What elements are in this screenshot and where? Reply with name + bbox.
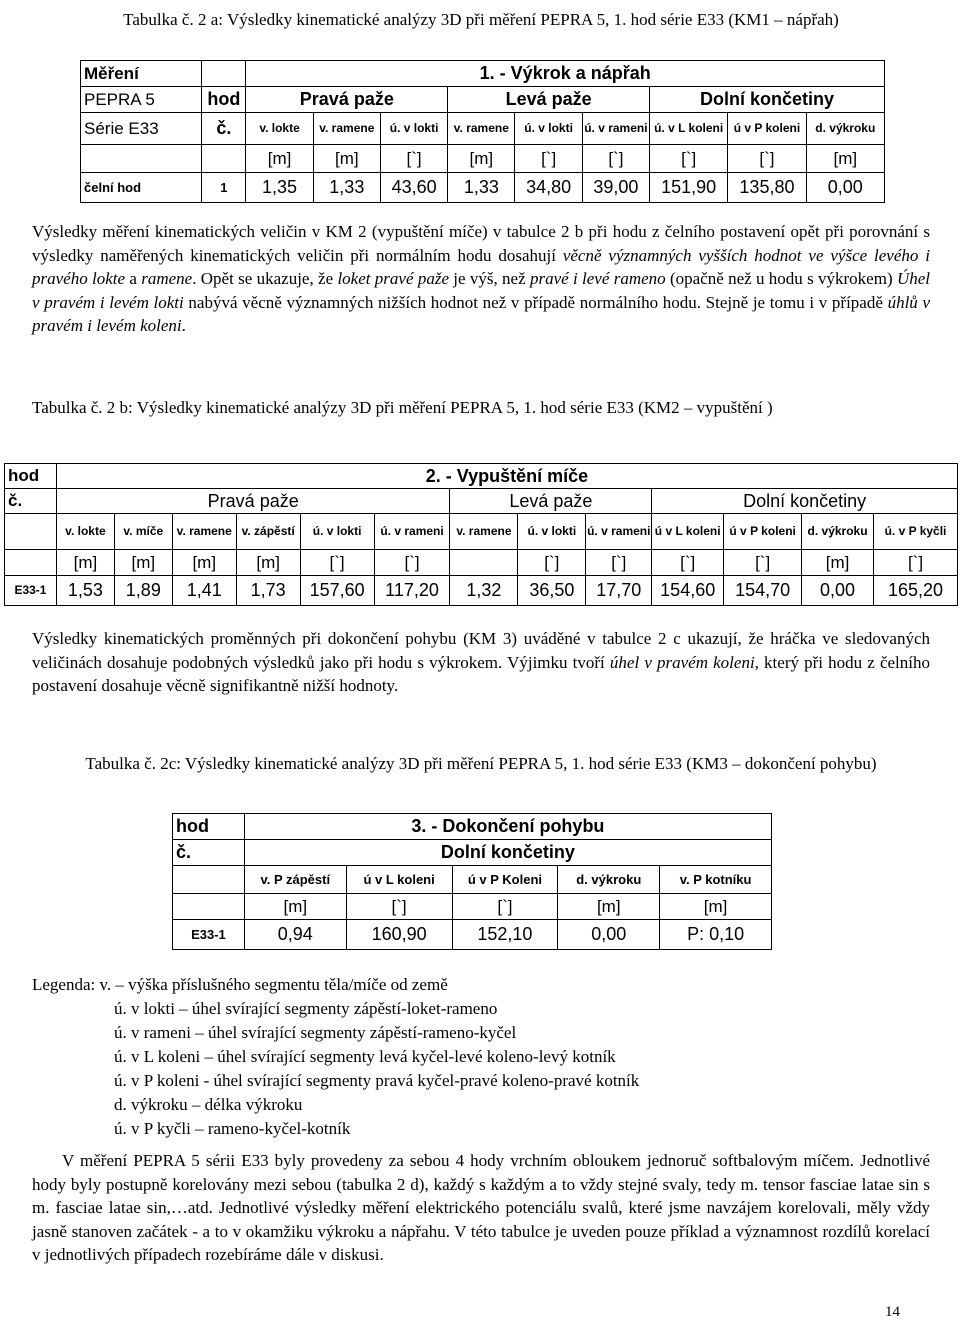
c-label: č.: [5, 489, 57, 514]
table-cell: 43,60: [380, 173, 447, 203]
column-header: v. P zápěstí: [244, 866, 346, 894]
hod-label: hod: [173, 814, 245, 840]
italic-run: Úhel v pravém i levém lokti: [32, 269, 930, 312]
column-header: v. ramene: [313, 113, 380, 145]
caption-table-a: Tabulka č. 2 a: Výsledky kinematické analýzy 3D při měření PEPRA 5, 1. hod série E33 (KM1 – nápřah): [123, 10, 839, 29]
group-label: Dolní končetiny: [244, 840, 771, 866]
column-header: ú. v rameni: [586, 514, 652, 550]
table-cell: 1,33: [448, 173, 515, 203]
column-header: ú. v rameni: [582, 113, 649, 145]
table-cell: 117,20: [374, 576, 450, 606]
table-cell: 17,70: [586, 576, 652, 606]
column-header: ú v L koleni: [652, 514, 724, 550]
italic-run: ramene: [141, 269, 193, 289]
unit: [m]: [660, 894, 772, 920]
measure-label: Měření: [81, 61, 202, 87]
text-run: , který při hodu z čelního postavení dosahuje věcně signifikantně nižší hodnoty.: [32, 652, 931, 696]
column-header: v. P kotníku: [660, 866, 772, 894]
text-run: a: [125, 269, 142, 289]
unit: [`]: [518, 550, 586, 576]
table-cell: 165,20: [874, 576, 958, 606]
unit: [`]: [374, 550, 450, 576]
unit: [m]: [448, 145, 515, 173]
unit: [`]: [586, 550, 652, 576]
column-header: ú. v lokti: [300, 514, 374, 550]
table-cell: 154,70: [724, 576, 802, 606]
c-label: č.: [202, 113, 246, 145]
unit: [`]: [380, 145, 447, 173]
table-cell: 0,00: [806, 173, 884, 203]
group-label: Levá paže: [450, 489, 652, 514]
paragraph-2: [32, 627, 930, 698]
table-c: [172, 813, 772, 950]
table-cell: 1,33: [313, 173, 380, 203]
table-cell: 157,60: [300, 576, 374, 606]
table-cell: 1,89: [114, 576, 172, 606]
unit: [m]: [114, 550, 172, 576]
table-cell: 39,00: [582, 173, 649, 203]
text-run: Výsledky měření kinematických veličin v KM 2 (vypuštění míče) v tabulce 2 b při hodu z čelního postavení opět při porovnání s výsledky naměřených kinematických veličin při normálním hodu dosahují: [32, 222, 930, 265]
row-label: čelní hod: [81, 173, 202, 203]
table-cell: P: 0,10: [660, 920, 772, 950]
section-title: 2. - Vypuštění míče: [56, 464, 957, 489]
legend-first: Legenda: v. – výška příslušného segmentu těla/míče od země: [32, 975, 448, 994]
column-header: v. míče: [114, 514, 172, 550]
text-run: . Opět se ukazuje, že: [192, 269, 338, 289]
column-header: ú v P koleni: [724, 514, 802, 550]
section-title: 3. - Dokončení pohybu: [244, 814, 771, 840]
text-run: Výsledky kinematických proměnných při dokončení pohybu (KM 3) uváděné v tabulce 2 c ukazují, že hráčka ve sledovaných veličinách dosahuje podobných výsledků jako při hodu s výkrokem. Výjimku tvoří: [32, 629, 930, 672]
unit: [`]: [724, 550, 802, 576]
unit: [m]: [236, 550, 300, 576]
column-header: ú. v lokti: [518, 514, 586, 550]
unit: [`]: [652, 550, 724, 576]
caption-table-c: Tabulka č. 2c: Výsledky kinematické analýzy 3D při měření PEPRA 5, 1. hod série E33 (KM3 – dokončení pohybu): [85, 754, 877, 773]
table-cell: 0,94: [244, 920, 346, 950]
hod-label: hod: [202, 87, 246, 113]
table-cell: 1,73: [236, 576, 300, 606]
page-number: 14: [885, 1304, 900, 1320]
group-label: Levá paže: [448, 87, 650, 113]
column-header: ú v L koleni: [346, 866, 452, 894]
legend-item: ú. v P kyčli – rameno-kyčel-kotník: [114, 1119, 351, 1138]
group-label: Pravá paže: [56, 489, 450, 514]
unit: [450, 550, 518, 576]
unit: [`]: [874, 550, 958, 576]
unit: [m]: [246, 145, 313, 173]
italic-run: úhlů v pravém i levém koleni: [32, 292, 930, 336]
column-header: ú. v lokti: [380, 113, 447, 145]
unit: [m]: [244, 894, 346, 920]
italic-run: úhel v pravém koleni: [609, 652, 755, 672]
column-header: d. výkroku: [558, 866, 660, 894]
table-cell: 0,00: [802, 576, 874, 606]
text-run: .: [181, 316, 186, 336]
legend-item: ú. v lokti – úhel svírající segmenty zápěstí-loket-rameno: [114, 999, 498, 1018]
column-header: ú. v P kyčli: [874, 514, 958, 550]
unit: [`]: [452, 894, 558, 920]
italic-run: věcně významných vyšších hodnot ve výšce levého i pravého lokte: [32, 245, 930, 289]
paragraph-1: [32, 220, 930, 338]
group-label: Dolní končetiny: [652, 489, 958, 514]
table-a: [80, 60, 885, 203]
table-cell: 0,00: [558, 920, 660, 950]
text-run: (opačně než u hodu s výkrokem): [665, 269, 897, 289]
unit: [`]: [515, 145, 582, 173]
unit: [m]: [313, 145, 380, 173]
column-header: d. výkroku: [802, 514, 874, 550]
legend-item: ú. v rameni – úhel svírající segmenty zápěstí-rameno-kyčel: [114, 1023, 517, 1042]
serie-label: Série E33: [81, 113, 202, 145]
column-header: v. zápěstí: [236, 514, 300, 550]
unit: [`]: [650, 145, 728, 173]
italic-run: loket pravé paže: [337, 269, 449, 289]
table-b: [4, 463, 958, 606]
legend-item: ú. v L koleni – úhel svírající segmenty levá kyčel-levé koleno-levý kotník: [114, 1047, 616, 1066]
row-label: E33-1: [5, 576, 57, 606]
legend: [32, 973, 930, 1141]
hod-label: hod: [5, 464, 57, 489]
column-header: v. ramene: [172, 514, 236, 550]
table-cell: 135,80: [728, 173, 806, 203]
column-header: ú. v lokti: [515, 113, 582, 145]
italic-run: pravé i levé rameno: [529, 269, 666, 289]
text-run: nabývá věcně významných nižších hodnot než v případě normálního hodu. Stejně je tomu i v případě: [183, 292, 888, 312]
column-header: v. ramene: [450, 514, 518, 550]
column-header: v. lokte: [246, 113, 313, 145]
text-run: je výš, než: [448, 269, 530, 289]
table-cell: 1,41: [172, 576, 236, 606]
unit: [m]: [172, 550, 236, 576]
c-label: č.: [173, 840, 245, 866]
unit: [`]: [728, 145, 806, 173]
table-cell: 151,90: [650, 173, 728, 203]
table-cell: 160,90: [346, 920, 452, 950]
column-header: d. výkroku: [806, 113, 884, 145]
paragraph-3: V měření PEPRA 5 sérii E33 byly provedeny za sebou 4 hody vrchním obloukem jednoruč softbalovým míčem. Jednotlivé hody byly postupně korelovány mezi sebou (tabulka 2 d), každý s každým a to vždy stejné svaly, tedy m. tensor fasciae latae sin s m. fasciae latae sin,…atd. Jednotlivé výsledky měření elektrického potenciálu svalů, které jsme navzájem korelovali, měly vždy jasně stanoven začátek - a to v okamžiku výkroku a nápřahu. V této tabulce je uveden pouze příklad a významnost rozdílů korelací v jednotlivých případech rozebíráme dále v diskusi.: [32, 1151, 930, 1265]
column-header: ú. v rameni: [374, 514, 450, 550]
column-header: ú v P Koleni: [452, 866, 558, 894]
section-title: 1. - Výkrok a nápřah: [246, 61, 885, 87]
table-cell: 154,60: [652, 576, 724, 606]
group-label: Dolní končetiny: [650, 87, 885, 113]
row-hod: 1: [202, 173, 246, 203]
unit: [m]: [56, 550, 114, 576]
table-cell: 1,53: [56, 576, 114, 606]
table-cell: 36,50: [518, 576, 586, 606]
table-cell: 1,35: [246, 173, 313, 203]
legend-item: ú. v P koleni - úhel svírající segmenty pravá kyčel-pravé koleno-pravé kotník: [114, 1071, 640, 1090]
column-header: v. lokte: [56, 514, 114, 550]
unit: [`]: [346, 894, 452, 920]
unit: [`]: [300, 550, 374, 576]
column-header: v. ramene: [448, 113, 515, 145]
unit: [m]: [558, 894, 660, 920]
pepra-label: PEPRA 5: [81, 87, 202, 113]
row-label: E33-1: [173, 920, 245, 950]
column-header: ú v P koleni: [728, 113, 806, 145]
unit: [m]: [806, 145, 884, 173]
column-header: ú. v L koleni: [650, 113, 728, 145]
table-cell: 34,80: [515, 173, 582, 203]
table-cell: 1,32: [450, 576, 518, 606]
table-cell: 152,10: [452, 920, 558, 950]
group-label: Pravá paže: [246, 87, 448, 113]
unit: [m]: [802, 550, 874, 576]
unit: [`]: [582, 145, 649, 173]
legend-item: d. výkroku – délka výkroku: [114, 1095, 303, 1114]
caption-table-b: Tabulka č. 2 b: Výsledky kinematické analýzy 3D při měření PEPRA 5, 1. hod série E33 (KM2 – vypuštění ): [32, 398, 773, 417]
